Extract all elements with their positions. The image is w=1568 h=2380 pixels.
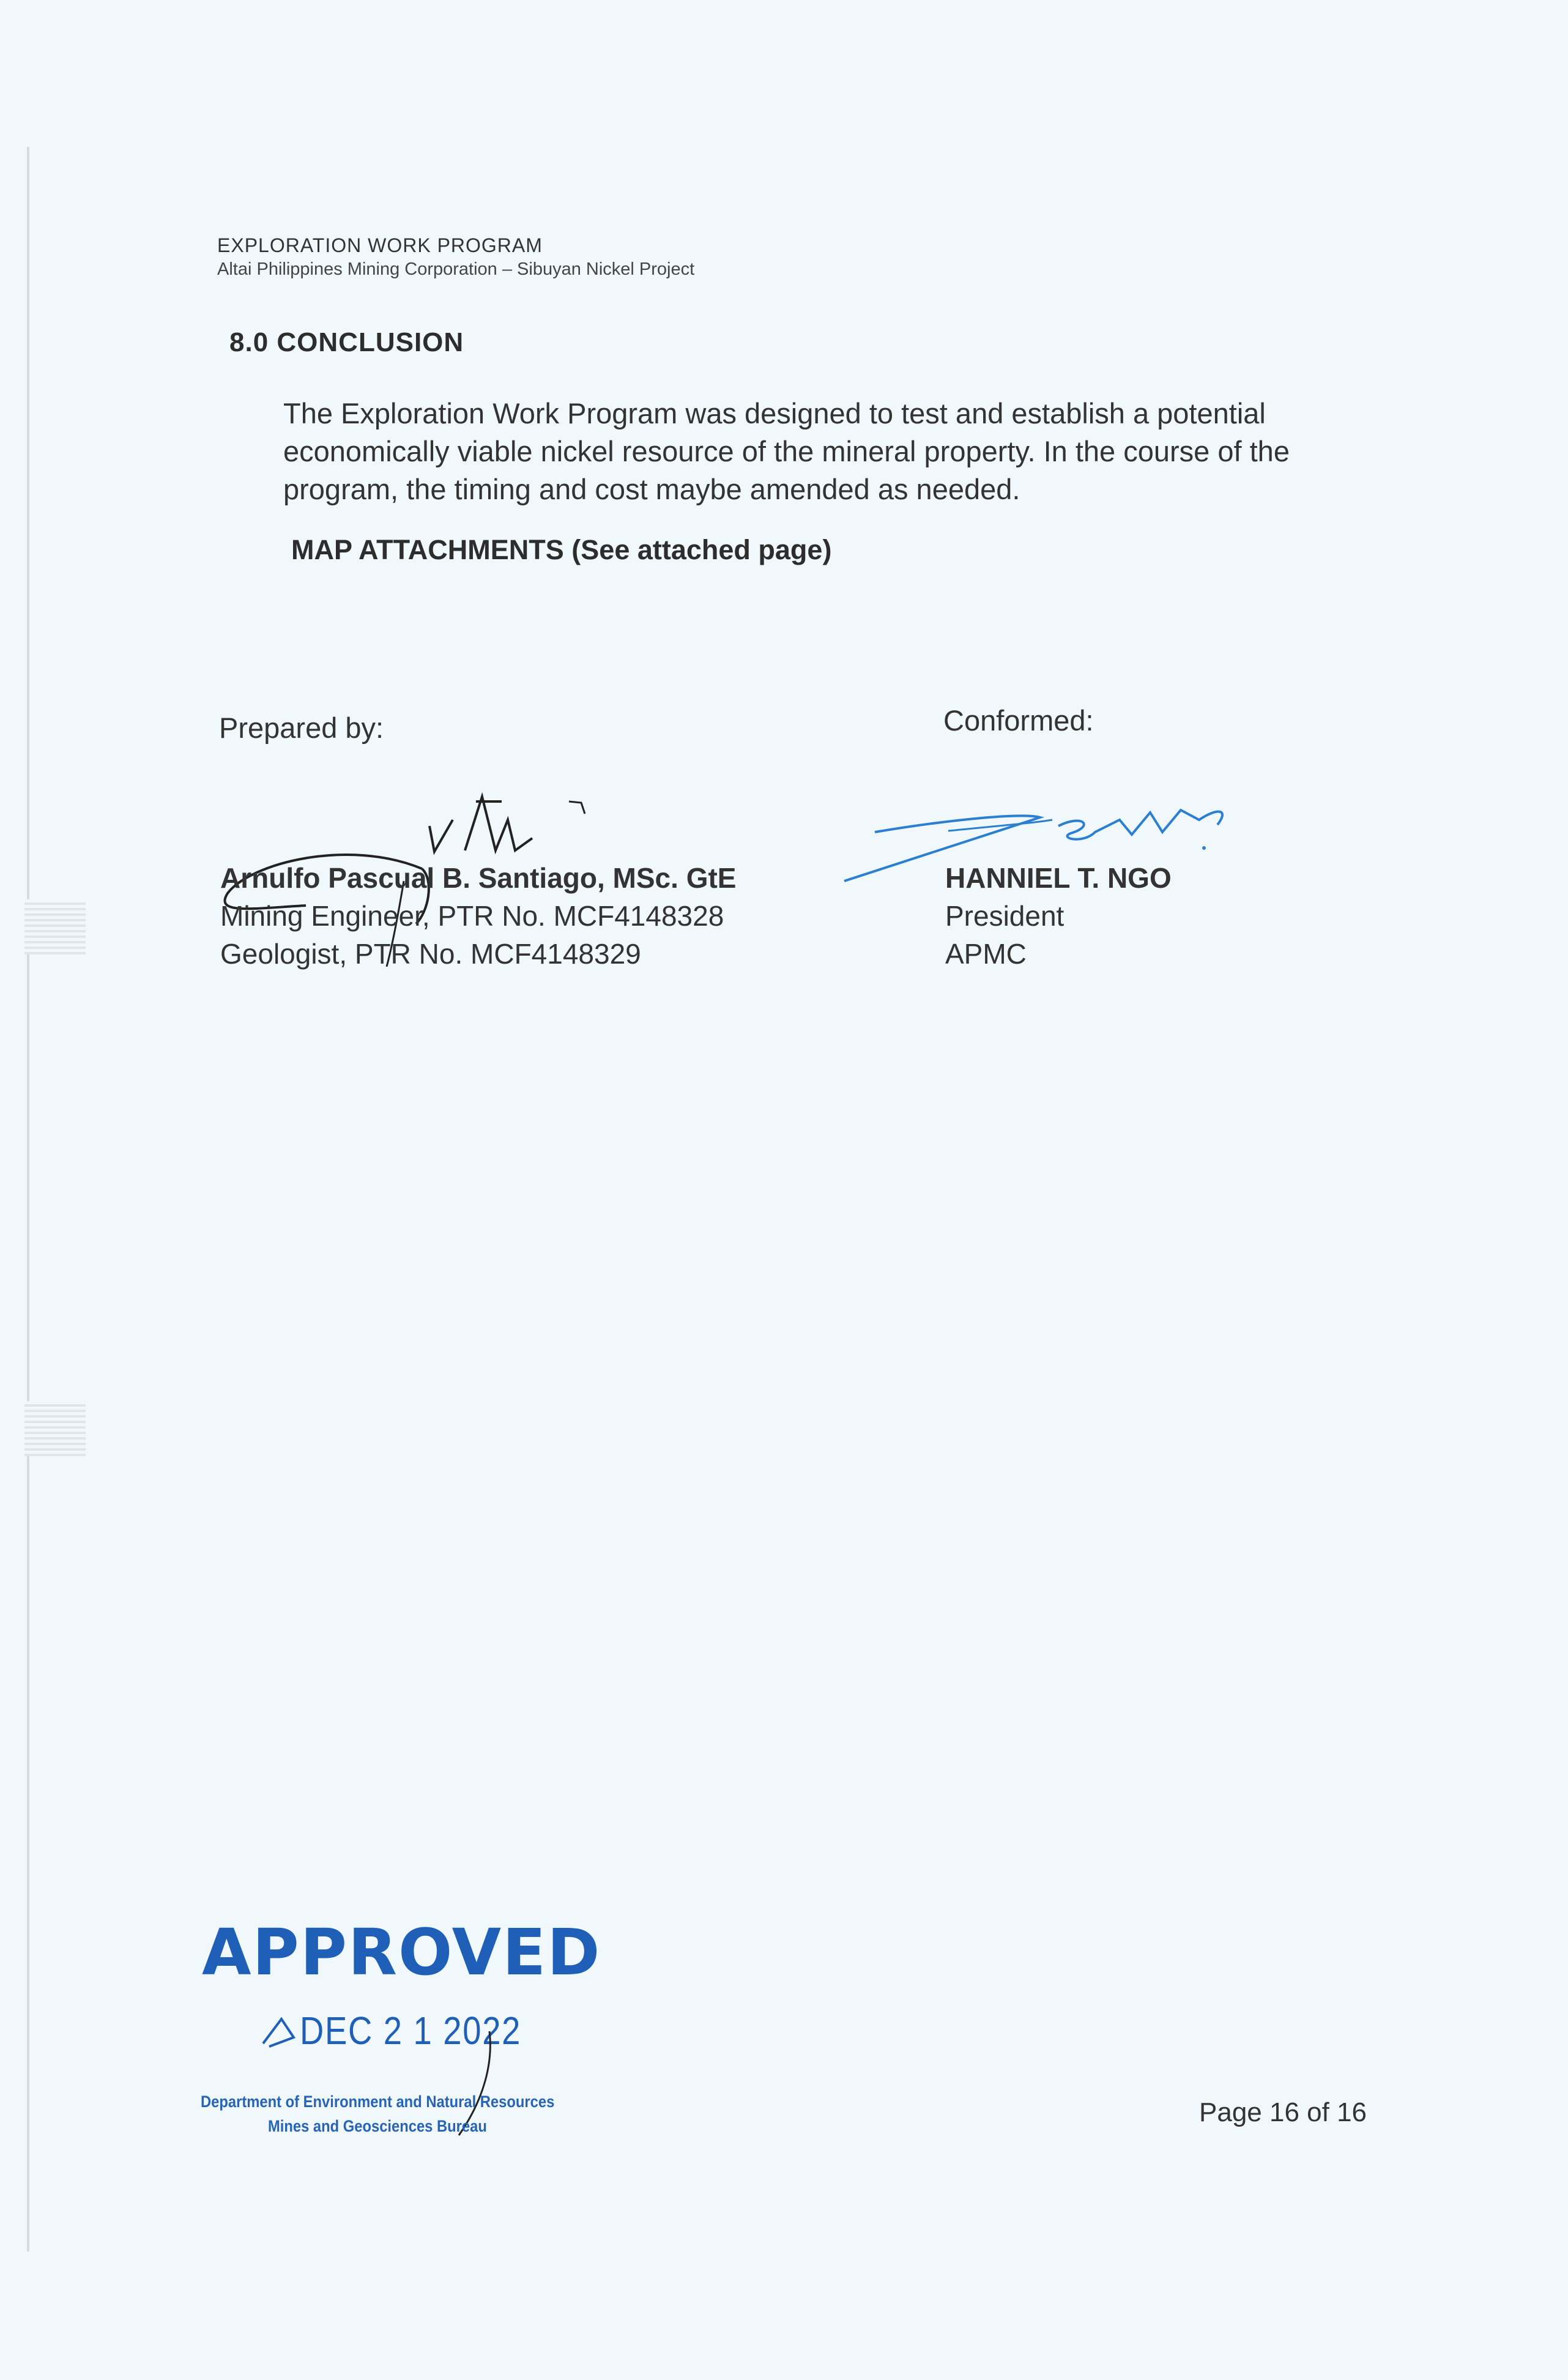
map-attachments-note: MAP ATTACHMENTS (See attached page) (291, 534, 832, 565)
stamp-bureau: Mines and Geosciences Bureau (268, 2117, 487, 2135)
header-title: EXPLORATION WORK PROGRAM (217, 234, 543, 256)
conformed-name: HANNIEL T. NGO (945, 862, 1172, 894)
section-title: 8.0 CONCLUSION (229, 327, 464, 357)
conclusion-paragraph: The Exploration Work Program was designed to test and establish a potential economically viable nickel resource of the mineral property. In the course of the program, the timing and cost maybe amended as needed. (283, 397, 1290, 505)
prepared-by-label: Prepared by: (219, 712, 384, 744)
scan-mark (24, 1401, 86, 1456)
prepared-name: Arnulfo Pascual B. Santiago, MSc. GtE (220, 862, 737, 894)
conformed-org: APMC (945, 938, 1027, 970)
conformed-signer (945, 859, 1172, 973)
stamp-department: Department of Environment and Natural Resources (201, 2092, 555, 2111)
prepared-line1: Mining Engineer, PTR No. MCF4148328 (220, 900, 724, 932)
header-subtitle: Altai Philippines Mining Corporation – Sibuyan Nickel Project (217, 259, 695, 279)
page-number: Page 16 of 16 (1199, 2097, 1367, 2127)
conformed-label: Conformed: (943, 704, 1094, 737)
stamp-date: DEC 2 1 2022 (300, 2009, 522, 2053)
stamp-status: APPROVED (202, 1915, 601, 1990)
scan-edge (27, 147, 29, 2252)
prepared-signer (220, 859, 736, 973)
prepared-line2: Geologist, PTR No. MCF4148329 (220, 938, 641, 970)
approved-stamp (196, 1909, 601, 2154)
document-header (217, 234, 694, 280)
conformed-title: President (945, 900, 1065, 932)
scan-mark (24, 899, 86, 954)
